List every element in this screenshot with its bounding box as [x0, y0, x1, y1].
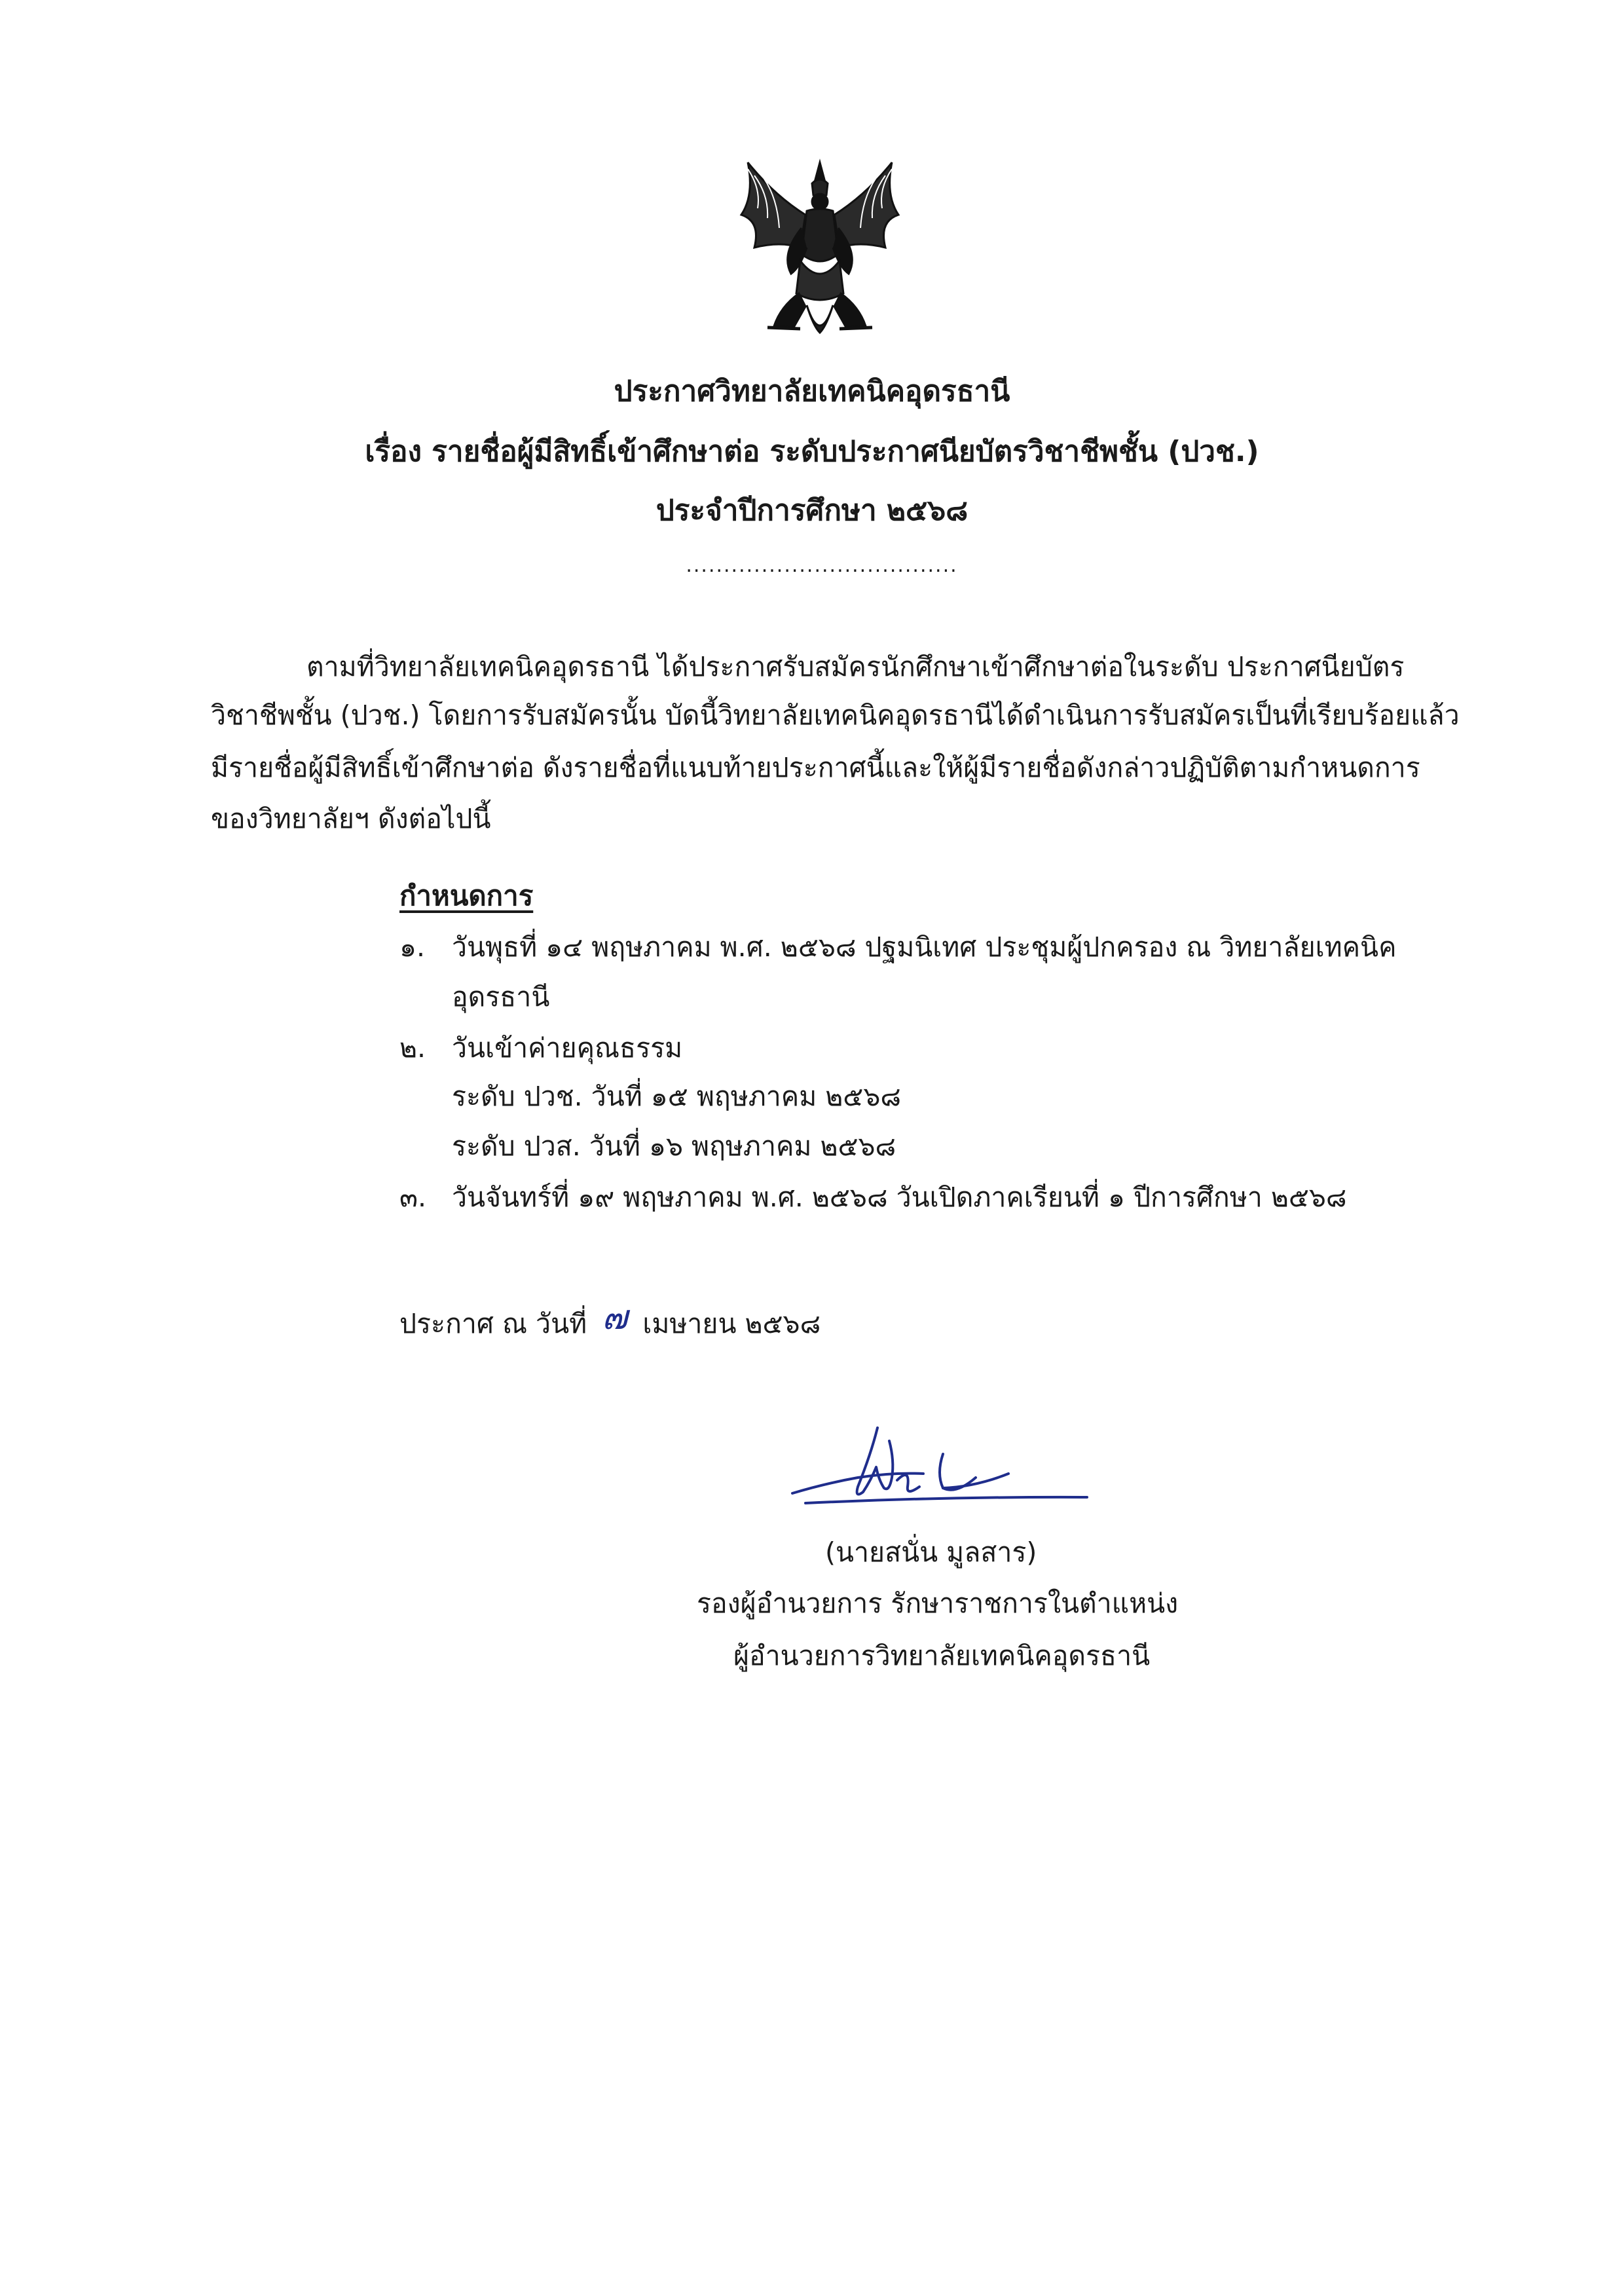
schedule-item-text: อุดรธานี	[452, 981, 550, 1013]
schedule-item-text: วันพุธที่ ๑๔ พฤษภาคม พ.ศ. ๒๕๖๘ ปฐมนิเทศ ประชุมผู้ปกครอง ณ วิทยาลัยเทคนิค	[452, 931, 1397, 963]
schedule-item-text: ระดับ ปวช. วันที่ ๑๕ พฤษภาคม ๒๕๖๘	[452, 1081, 901, 1112]
announcement-title: ประกาศวิทยาลัยเทคนิคอุดรธานี	[614, 375, 1010, 408]
announcement-date	[399, 1298, 821, 1342]
schedule-item-text: วันเข้าค่ายคุณธรรม	[452, 1032, 683, 1064]
paragraph-line: ตามที่วิทยาลัยเทคนิคอุดรธานี ได้ประกาศรับสมัครนักศึกษาเข้าศึกษาต่อในระดับ ประกาศนียบัตร	[306, 651, 1405, 682]
schedule-item-text: ระดับ ปวส. วันที่ ๑๖ พฤษภาคม ๒๕๖๘	[452, 1130, 896, 1162]
schedule-heading: กำหนดการ	[399, 880, 534, 912]
handwritten-day: ๗	[602, 1298, 628, 1337]
schedule-item-number: ๒.	[399, 1032, 426, 1064]
signatory-position: ผู้อำนวยการวิทยาลัยเทคนิคอุดรธานี	[733, 1640, 1151, 1671]
announcement-subject: เรื่อง รายชื่อผู้มีสิทธิ์เข้าศึกษาต่อ ระดับประกาศนียบัตรวิชาชีพชั้น (ปวช.)	[365, 435, 1259, 468]
paragraph-line: วิชาชีพชั้น (ปวช.) โดยการรับสมัครนั้น บัดนี้วิทยาลัยเทคนิคอุดรธานีได้ดำเนินการรับสมัครเป็นที่เรียบร้อยแล้ว	[211, 699, 1460, 731]
announcement-date-prefix: ประกาศ ณ วันที่	[399, 1308, 587, 1339]
paragraph-line: มีรายชื่อผู้มีสิทธิ์เข้าศึกษาต่อ ดังรายชื่อที่แนบท้ายประกาศนี้และให้ผู้มีรายชื่อดังกล่าวปฏิบัติตามกำหนดการ	[211, 752, 1420, 783]
signatory-position: รองผู้อำนวยการ รักษาราชการในตำแหน่ง	[697, 1588, 1179, 1619]
paragraph-line: ของวิทยาลัยฯ ดังต่อไปนี้	[211, 803, 491, 834]
announcement-date-suffix: เมษายน ๒๕๖๘	[642, 1308, 821, 1339]
dotted-separator: ....................................	[686, 554, 958, 577]
garuda-emblem-icon	[728, 156, 912, 346]
schedule-item-text: วันจันทร์ที่ ๑๙ พฤษภาคม พ.ศ. ๒๕๖๘ วันเปิดภาคเรียนที่ ๑ ปีการศึกษา ๒๕๖๘	[452, 1182, 1347, 1213]
academic-year-line: ประจำปีการศึกษา ๒๕๖๘	[655, 494, 969, 527]
schedule-item-number: ๑.	[399, 931, 426, 963]
handwritten-signature-icon	[779, 1415, 1107, 1519]
signatory-name: (นายสนั่น มูลสาร)	[825, 1537, 1037, 1568]
schedule-item-number: ๓.	[399, 1182, 427, 1213]
